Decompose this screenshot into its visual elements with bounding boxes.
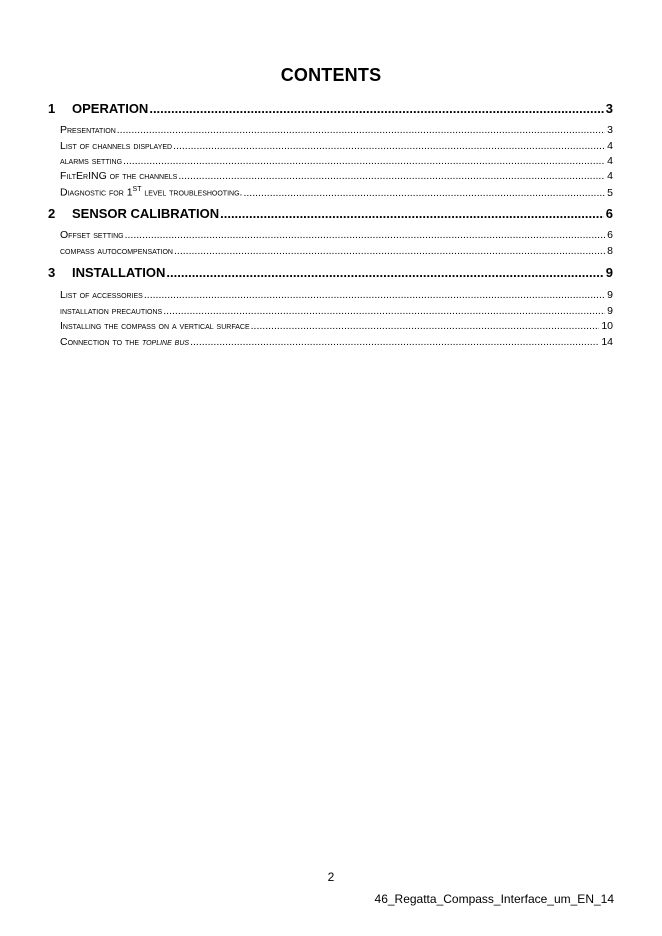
toc-entry-installation-precautions[interactable] bbox=[60, 305, 613, 317]
section-label: SENSOR CALIBRATION bbox=[72, 206, 220, 221]
page-number: 9 bbox=[607, 305, 613, 317]
toc-entry-list-of-accessories[interactable] bbox=[60, 289, 613, 301]
section-label: OPERATION bbox=[72, 101, 149, 116]
dot-leader bbox=[190, 336, 599, 348]
dot-leader bbox=[178, 170, 605, 182]
entry-label: compass autocompensation bbox=[60, 245, 173, 257]
page-number: 9 bbox=[607, 289, 613, 301]
dot-leader bbox=[173, 140, 605, 152]
footer-page-number: 2 bbox=[327, 870, 335, 884]
page-number: 5 bbox=[607, 186, 613, 199]
entry-label-part: of the channels bbox=[106, 170, 178, 182]
page-number: 6 bbox=[605, 206, 613, 221]
entry-label bbox=[60, 170, 177, 182]
entry-label: alarms setting bbox=[60, 155, 123, 167]
dot-leader bbox=[251, 320, 600, 332]
section-number: 1 bbox=[48, 101, 56, 116]
toc-entry-installing-compass[interactable] bbox=[60, 320, 613, 332]
entry-label bbox=[60, 336, 189, 348]
page-number: 4 bbox=[607, 155, 613, 167]
contents-title: CONTENTS bbox=[280, 65, 382, 85]
dot-leader bbox=[166, 265, 603, 280]
entry-label-part: FiltErING bbox=[60, 170, 107, 182]
dot-leader bbox=[144, 289, 605, 301]
toc-entry-alarms-setting[interactable] bbox=[60, 155, 613, 167]
page-number: 9 bbox=[605, 265, 613, 280]
entry-label-part: Connection to the bbox=[60, 336, 142, 348]
entry-label-part: Diagnostic for 1 bbox=[60, 186, 133, 199]
toc-entry-filtering[interactable] bbox=[60, 170, 613, 182]
dot-leader bbox=[243, 187, 605, 199]
section-number: 2 bbox=[48, 206, 56, 221]
toc-entry-offset-setting[interactable] bbox=[60, 229, 613, 241]
toc-entry-presentation[interactable] bbox=[60, 124, 613, 136]
page-number: 8 bbox=[607, 245, 613, 257]
dot-leader bbox=[163, 305, 605, 317]
toc-entry-list-of-channels[interactable] bbox=[60, 140, 613, 152]
section-label: INSTALLATION bbox=[72, 265, 166, 280]
toc-section-operation[interactable] bbox=[48, 101, 613, 116]
page-number: 6 bbox=[607, 229, 613, 241]
page-number: 3 bbox=[607, 124, 613, 136]
superscript: ST bbox=[132, 186, 142, 193]
page-number: 4 bbox=[607, 170, 613, 182]
entry-label: List of accessories bbox=[60, 289, 143, 301]
dot-leader bbox=[174, 245, 605, 257]
entry-label-part: level troubleshooting. bbox=[141, 186, 243, 199]
dot-leader bbox=[220, 206, 604, 221]
page-number: 10 bbox=[601, 320, 613, 332]
dot-leader bbox=[123, 155, 605, 167]
page-number: 14 bbox=[601, 336, 613, 348]
toc-entry-compass-autocompensation[interactable] bbox=[60, 245, 613, 257]
entry-label: Offset setting bbox=[60, 229, 124, 241]
entry-label-italic: topline bus bbox=[141, 336, 190, 348]
toc-entry-connection-topline[interactable] bbox=[60, 336, 613, 348]
entry-label bbox=[60, 186, 242, 199]
page-number: 4 bbox=[607, 140, 613, 152]
entry-label: installation precautions bbox=[60, 305, 163, 317]
entry-label: List of channels displayed bbox=[60, 140, 173, 152]
dot-leader bbox=[149, 101, 603, 116]
page-number: 3 bbox=[605, 101, 613, 116]
toc-section-sensor-calibration[interactable] bbox=[48, 206, 613, 221]
footer-document-id: 46_Regatta_Compass_Interface_um_EN_14 bbox=[374, 892, 614, 906]
toc-entry-diagnostic[interactable] bbox=[60, 186, 613, 199]
toc-section-installation[interactable] bbox=[48, 265, 613, 280]
entry-label: Installing the compass on a vertical surface bbox=[60, 320, 250, 332]
dot-leader bbox=[125, 229, 606, 241]
entry-label: Presentation bbox=[60, 124, 116, 136]
dot-leader bbox=[117, 124, 605, 136]
section-number: 3 bbox=[48, 265, 56, 280]
